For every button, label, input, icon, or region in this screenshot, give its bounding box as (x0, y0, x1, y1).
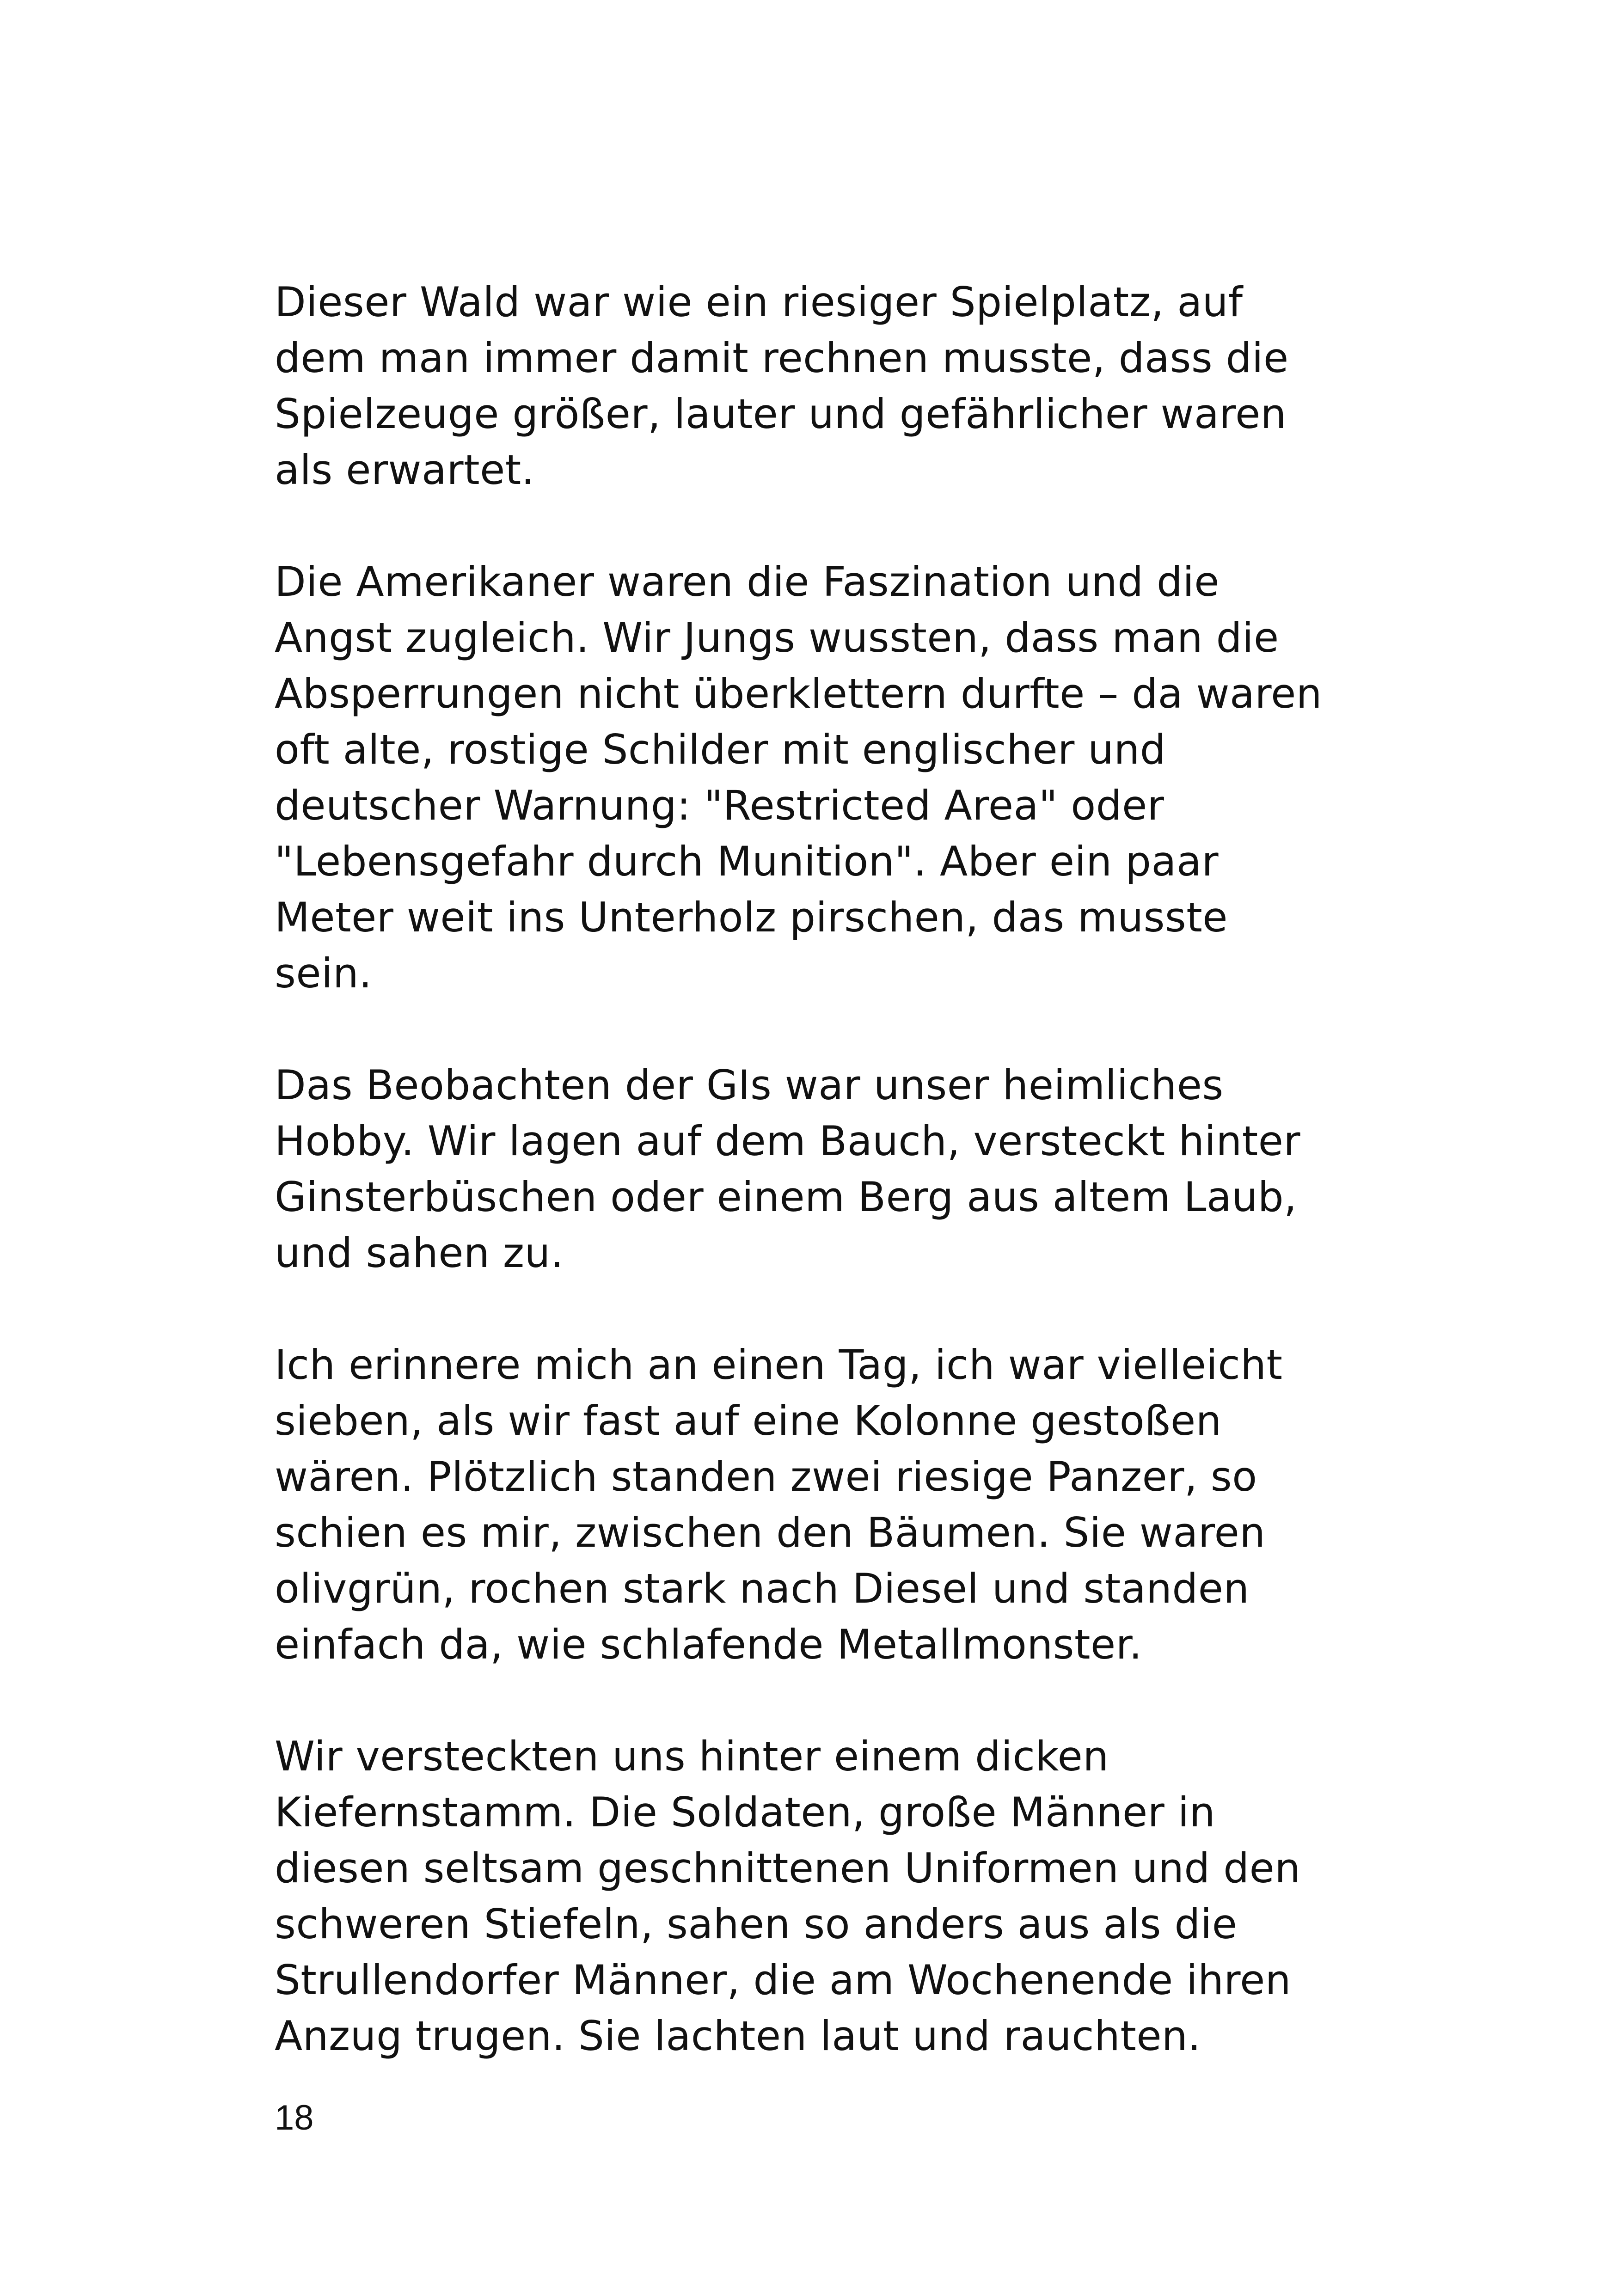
text-line: wären. Plötzlich standen zwei riesige Panzer, so (275, 1453, 1257, 1500)
text-line: einfach da, wie schlafende Metallmonster. (275, 1621, 1142, 1668)
paragraph-3 (275, 1057, 1384, 1281)
text-line: Hobby. Wir lagen auf dem Bauch, versteckt hinter (275, 1117, 1301, 1165)
text-line: diesen seltsam geschnittenen Uniformen und den (275, 1844, 1301, 1892)
paragraph-1 (275, 274, 1384, 498)
text-line: Ich erinnere mich an einen Tag, ich war vielleicht (275, 1341, 1283, 1389)
text-line: oft alte, rostige Schilder mit englischer und (275, 726, 1166, 773)
text-line: Ginsterbüschen oder einem Berg aus altem Laub, (275, 1173, 1297, 1221)
text-line: Meter weit ins Unterholz pirschen, das musste (275, 894, 1228, 941)
text-line: dem man immer damit rechnen musste, dass die (275, 334, 1289, 382)
text-line: schien es mir, zwischen den Bäumen. Sie waren (275, 1509, 1266, 1556)
text-line: Absperrungen nicht überklettern durfte – da waren (275, 670, 1323, 717)
paragraph-2 (275, 554, 1384, 1001)
text-line: und sahen zu. (275, 1229, 564, 1277)
text-line: Wir versteckten uns hinter einem dicken (275, 1733, 1109, 1780)
text-line: "Lebensgefahr durch Munition". Aber ein paar (275, 838, 1219, 885)
text-line: als erwartet. (275, 446, 535, 494)
text-line: deutscher Warnung: "Restricted Area" oder (275, 782, 1164, 829)
text-line: Spielzeuge größer, lauter und gefährlicher waren (275, 390, 1287, 438)
paragraph-5 (275, 1728, 1384, 2064)
text-line: Angst zugleich. Wir Jungs wussten, dass man die (275, 614, 1279, 661)
page-number: 18 (275, 2098, 314, 2137)
text-line: Das Beobachten der GIs war unser heimliches (275, 1061, 1224, 1109)
text-line: Kiefernstamm. Die Soldaten, große Männer in (275, 1788, 1216, 1836)
text-line: olivgrün, rochen stark nach Diesel und standen (275, 1565, 1250, 1612)
text-line: Strullendorfer Männer, die am Wochenende ihren (275, 1956, 1292, 2004)
text-line: sein. (275, 949, 372, 997)
text-line: Dieser Wald war wie ein riesiger Spielplatz, auf (275, 278, 1243, 326)
body-text (275, 274, 1384, 2064)
text-line: sieben, als wir fast auf eine Kolonne gestoßen (275, 1397, 1222, 1445)
text-line: Die Amerikaner waren die Faszination und die (275, 558, 1220, 606)
text-line: schweren Stiefeln, sahen so anders aus als die (275, 1900, 1238, 1948)
paragraph-4 (275, 1337, 1384, 1672)
text-line: Anzug trugen. Sie lachten laut und rauchten. (275, 2012, 1201, 2060)
